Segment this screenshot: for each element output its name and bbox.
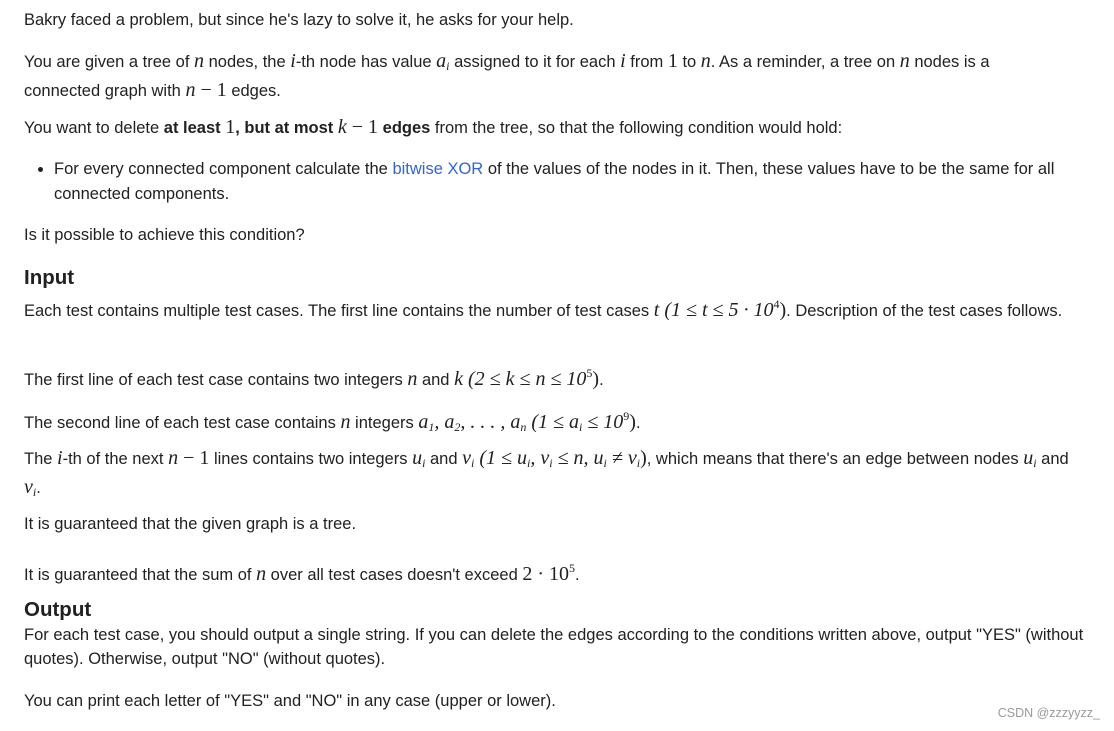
input-first-line: The first line of each test case contains two integers n and k $(2 \le k \le n \le 10^5)$. (24, 366, 604, 390)
list-item: • For every connected component calculate the bitwise XOR of the values of the nodes in it. Then, these values have to be the same for all connected components. (54, 157, 1086, 207)
output-case-note: You can print each letter of "YES" and "NO" in any case (upper or lower). (24, 692, 556, 710)
intro-paragraph: Bakry faced a problem, but since he's lazy to solve it, he asks for your help. (24, 11, 574, 29)
input-tree-guarantee: It is guaranteed that the given graph is a tree. (24, 515, 357, 533)
delete-paragraph: You want to delete at least 1, but at most k − 1 edges from the tree, so that the following condition would hold: (24, 116, 843, 138)
condition-list (24, 157, 1086, 207)
question-paragraph: Is it possible to achieve this condition? (24, 226, 305, 244)
input-second-line: The second line of each test case contains n integers $a_1$, $a_2$, . . . , $a_n$ $(1 \le a_i \le 10^9)$. (24, 409, 641, 434)
bitwise-xor-link[interactable]: bitwise XOR (392, 160, 484, 178)
input-edges: The i-th of the next n − 1 lines contains two integers $u_i$ and $v_i$ ($1 \le u_i$, $v_i \le n$, $u_i \ne v_i$), which means that there's an edge between nodes $u_i$ and $v_i$. (24, 447, 1069, 499)
input-test-count: Each test contains multiple test cases. The first line contains the number of test cases t $(1 \le t \le 5 \cdot 10^4)$. Description of the test cases follows. (24, 297, 1063, 321)
csdn-watermark: CSDN @zzzyyzz_ (997, 706, 1100, 720)
tree-paragraph: You are given a tree of n nodes, the i-th node has value $a_i$ assigned to it for each i from 1 to n. As a reminder, a tree on n nodes is a connected graph with n − 1 edges. (24, 50, 990, 101)
output-heading: Output (24, 598, 92, 621)
input-sum-guarantee: It is guaranteed that the sum of n over all test cases doesn't exceed $2 \cdot 10^5$. (24, 561, 580, 585)
input-heading: Input (24, 266, 75, 289)
output-description: For each test case, you should output a single string. If you can delete the edges according to the conditions written above, output "YES" (without quotes). Otherwise, output "NO" (without quotes). (24, 626, 1084, 668)
